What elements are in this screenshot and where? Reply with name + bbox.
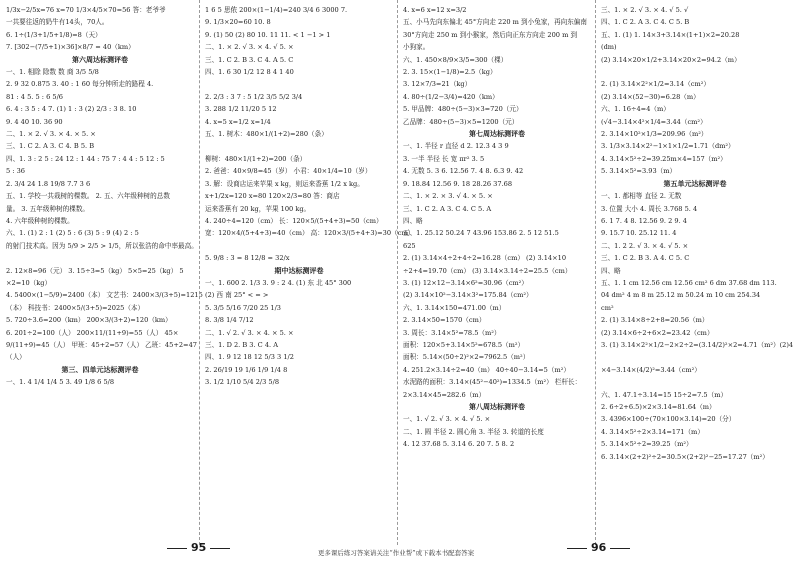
answer-line: 五、1. 1 cm 12.56 cm 12.56 cm² 6 dm 37.68 dm 113. [601, 278, 777, 287]
answer-line: 3. 1/3×3.14×2²−1×1×1/2=1.71（dm²） [601, 142, 735, 151]
answer-line: 5 : 36 [6, 167, 25, 176]
answer-line: 3. 12×7/3=21（kg） [403, 80, 472, 89]
answer-line: 3. 周长：3.14×5²=78.5（m²） [403, 328, 501, 337]
column-3 [403, 4, 591, 538]
answer-line: 一、1. √ 2. √ 3. × 4. √ 5. × [403, 415, 491, 424]
section-heading: 第六周达标测评卷 [72, 54, 128, 64]
answer-line: (2) 西 南 25° < = > [205, 291, 269, 300]
answer-line: 三、1. D 2. B 3. C 4. A [205, 340, 278, 349]
fold-line [397, 0, 398, 545]
section-heading: 第五单元达标测评卷 [663, 178, 727, 188]
answer-line: 625 [403, 241, 416, 250]
answer-line: 二、1. × 2. √ 3. × 4. √ 5. × [205, 43, 294, 52]
section-heading: 期中达标测评卷 [274, 265, 324, 275]
answer-line: 乙品牌：480÷(5−3)×5=1200（元） [403, 117, 519, 126]
answer-line: 5. 3.14×5²=3.93（m） [601, 167, 677, 176]
answer-line: 五、1. (1) 1. 14×3+3.14×(1+1)×2=20.28 [601, 30, 740, 39]
answer-line: 一、1. 半径 r 直径 d 2. 12.3 4 3 9 [403, 142, 509, 151]
answer-line: (√4−3.14×4²×1/4=3.44（cm²） [601, 117, 707, 126]
answer-line: 面积：5.14×(50÷2)²×2=7962.5（m²） [403, 353, 530, 362]
answer-line: 四、1. C 2. A 3. C 4. C 5. B [601, 18, 690, 27]
answer-line: （本） 科技书：2400×5/(3+5)=2025（本） [6, 303, 145, 312]
answer-line: 2. 3/4 24 1.8 19/8 7.7 3 6 [6, 179, 91, 188]
answer-line: 4. 无数 5. 3 6. 12.56 7. 4 8. 6.3 9. 42 [403, 167, 524, 176]
answer-line: 9. 4 40 10. 36 90 [6, 117, 63, 126]
answer-line: 一、1. 4 1/4 1/4 5 3. 49 1/8 6 5/8 [6, 378, 115, 387]
answer-line: 7. [302−(7/5+1)×36]×8/7 = 40（km） [6, 43, 135, 52]
answer-line: 6. 3.14×(2+2)²÷2=30.5×(2+2)²−25=17.27（m²） [601, 452, 769, 461]
answer-line [601, 351, 789, 363]
answer-line: 六、1. 450×8/9×3/5=300（棵） [403, 55, 508, 64]
answer-line: 4. 240÷4=120（cm） 长：120×5/(5+4+3)=50（cm） [205, 216, 383, 225]
answer-line: 9. 18.84 12.56 9. 18 28.26 37.68 [403, 179, 513, 188]
answer-line: 6. 1÷(1/3+1/5+1/8)=8（天） [6, 30, 102, 39]
answer-line: 4. 80÷(1/2−3/4)=420（km） [403, 92, 499, 101]
answer-line: 2. (1) 3.14×8÷2+8=20.56（m） [601, 316, 709, 325]
answer-line: (dm) [601, 43, 617, 52]
answer-line: 六、1. 16÷4=4（m） [601, 105, 670, 114]
answer-line: 4. 3.14×5²÷2=39.25m×4=157（m²） [601, 154, 727, 163]
answer-line: 三、1. C 2. A 3. C 4. B 5. B [6, 142, 95, 151]
column-1 [6, 4, 203, 538]
answer-line: 二、1. × 2. × 3. √ 4. × 5. × [403, 192, 493, 201]
answer-line [205, 140, 393, 152]
answer-line: 81 : 4 5. 5 : 6 5/6 [6, 92, 63, 101]
answer-line: ×4−3.14×(4/2)²=3.44（cm²） [601, 365, 701, 374]
answer-line: 2. (1) 3.14×2²×1/2=3.14（cm²） [601, 80, 710, 89]
answer-line: 四、1. 3 : 2 5 : 24 12 : 1 44 : 75 7 : 4 4 : 5 12 : 5 [6, 154, 165, 163]
answer-line: (2) 3.14×6÷2+6×2=23.42（cm） [601, 328, 714, 337]
answer-line: 30°方向走 250 m 到小猴家，然后向正东方向走 200 m 到 [403, 30, 578, 39]
answer-line: 二、1. √ 2. √ 3. × 4. × 5. × [205, 328, 294, 337]
section-heading: 第三、四单元达标测评卷 [61, 364, 139, 374]
answer-line: 4. x=5 x=1/2 x=1/4 [205, 117, 271, 126]
answer-line: 五、1. 树木：480×1/(1+2)=280（条） [205, 130, 328, 139]
answer-line: （人） [6, 353, 26, 362]
answer-line: 5. 3.14×5²÷2=39.25（m²） [601, 440, 693, 449]
answer-line: 四、略 [601, 266, 621, 275]
answer-line: 四、1. 6 30 1/2 12 8 4 1 40 [205, 68, 294, 77]
answer-line: x+1/2x=120 x=80 120×2/3=80 答：商店 [205, 192, 340, 201]
answer-line: ×2=10（kg） [6, 278, 52, 287]
answer-line: 9. 1/3×20=60 10. 8 [205, 18, 271, 27]
answer-line: 面积：120×5+3.14×5²=678.5（m²） [403, 340, 525, 349]
answer-line: 6. 4 : 3 5 : 4 7. (1) 1 : 3 (2) 2/3 : 3 8. 10 [6, 105, 137, 114]
answer-line: 5. 甲品牌：480÷(5−3)×3=720（元） [403, 105, 523, 114]
answer-line: 水泥路的面积：3.14×(45²−40²)=1334.5（m²） 栏杆长： [403, 378, 582, 387]
answer-line: 三、1. C 2. B 3. C 4. A 5. C [205, 55, 294, 64]
answer-line: 5. 9/8 : 3 = 8 12/8 = 32/x [205, 254, 290, 263]
answer-line: 的射门技术高。因为 5/9 > 2/5 > 1/5，所以张浩的命中率最高。 [6, 241, 198, 250]
answer-line: 一、1. 600 2. 1/3 3. 9 : 2 4. (1) 东 北 45° 300 [205, 278, 352, 287]
answer-line: 4. 3.14×5²÷2×3.14=171（m） [601, 427, 704, 436]
answer-line [601, 376, 789, 388]
answer-line: 1/3x−2/5x=76 x=70 1/3×4/5×70=56 答：老爷爷 [6, 6, 166, 14]
answer-line [601, 66, 789, 78]
answer-line: 4. 六年级种树的棵数。 [6, 216, 74, 225]
answer-line: 五、1. 学校一共栽树的棵数。 2. 五、六年级种树的总数 [6, 192, 170, 201]
answer-line: 2. 12×8=96（元） 3. 15÷3=5（kg） 5×5=25（kg） 5 [6, 266, 184, 275]
answer-line: 3. 解：设商店运来苹果 x kg，则运来香蕉 1/2 x kg。 [205, 179, 364, 188]
answer-line: 9. 15.7 10. 25.12 11. 4 [601, 229, 677, 238]
answer-line [6, 252, 194, 264]
answer-line: 宽：120×4/(5+4+3)=40（cm） 高：120×3/(5+4+3)=30（cm） [205, 229, 415, 238]
answer-line [205, 240, 393, 252]
answer-line: 三、1. × 2. √ 3. × 4. √ 5. √ [601, 6, 689, 14]
answer-line: 四、1. 9 12 18 12 5/3 3 1/2 [205, 353, 294, 362]
section-heading: 第七周达标测评卷 [469, 129, 525, 139]
answer-line: 三、1. C 2. B 3. A 4. C 5. C [601, 254, 690, 263]
fold-line [199, 0, 200, 545]
answer-line: 4. 5400×(1−5/9)=2400（本） 文艺书：2400×3/(3+5)=1215 [6, 291, 203, 300]
answer-line: cm² [601, 303, 614, 312]
answer-line: (2) 3.14×10²−3.14×3²=175.84（cm²） [403, 291, 533, 300]
answer-line: 五、1. 25.12 50.24 7 43.96 153.86 2. 5 12 51.5 [403, 229, 559, 238]
answer-line: 六、1. (1) 2 : 1 (2) 5 : 6 (3) 5 : 9 (4) 2 : 5 [6, 229, 139, 238]
answer-line: 9/(11+9)=45（人） 甲班：45+2=57（人） 乙班：45+2=47 [6, 340, 197, 349]
answer-line: 2. 2/3 : 3 7 : 5 1/2 3/5 5/2 3/4 [205, 92, 303, 101]
answer-line: ÷2+4=19.70（cm） (3) 3.14×3.14÷2=25.5（cm） [403, 266, 572, 275]
answer-line [205, 78, 393, 90]
answer-line: 运来香蕉有 20 kg，苹果 100 kg。 [205, 204, 311, 213]
section-heading: 第八周达标测评卷 [469, 402, 525, 411]
answer-line: 5. 720÷3.6=200（km） 200×3/(3+2)=120（km） [6, 316, 172, 325]
answer-line: 一、1. 相除 除数 数 商 3/5 5/8 [6, 68, 99, 77]
answer-line: 4. x=6 x=12 x=3/2 [403, 6, 467, 14]
answer-line: 六、1. 47.1÷3.14=15 15÷2=7.5（m） [601, 390, 728, 399]
answer-line: 3. (1) 12×12−3.14×6²=30.96（cm²） [403, 278, 528, 287]
fold-line [595, 0, 596, 545]
answer-line: 二、1. 圆 半径 2. 圆心角 3. 半径 3. 转道的长度 [403, 427, 544, 436]
answer-line: 柳树：480×1/(1+2)=200（条） [205, 154, 307, 163]
answer-line: 3. 288 1/2 11/20 5 12 [205, 105, 277, 114]
answer-line: 五、小马先向东偏北 45°方向走 220 m 到小兔家，再向东偏南 [403, 18, 587, 27]
answer-line: 一共要往返的奶牛有14头，70人。 [6, 18, 109, 27]
answer-line: 04 dm² 4 m 8 m 25.12 m 50.24 m 10 cm 254.34 [601, 291, 761, 300]
answer-line: 量。 3. 五年级种树的棵数。 [6, 204, 90, 213]
answer-line: (2) 3.14×20×1/2+3.14×20×2=94.2（m） [601, 55, 741, 64]
answer-line: 小狗家。 [403, 43, 430, 52]
answer-line: 8. 3/8 1/4 7/12 [205, 316, 254, 325]
answer-line: 三、1. C 2. A 3. C 4. C 5. A [403, 204, 492, 213]
answer-line: 2. 3.14×50=1570（cm） [403, 316, 486, 325]
answer-line: 6. 201÷2=100（人） 200×11/(11+9)=55（人） 45× [6, 328, 179, 337]
answer-line: 3. 一半 半径 长 宽 πr² 3. 5 [403, 154, 485, 163]
answer-line: 4. 12 37.68 5. 3.14 6. 20 7. 5 8. 2 [403, 440, 515, 449]
column-4 [601, 4, 794, 538]
answer-line: 4. 251.2×3.14÷2=40（m） 40÷40−3.14=5（m²） [403, 365, 570, 374]
page-number-left-text: 95 [191, 541, 207, 554]
page-number-right-text: 96 [591, 541, 607, 554]
answer-line: 2. (1) 3.14×4÷2+4÷2=16.28（cm） (2) 3.14×10 [403, 254, 567, 263]
answer-line: 六、1. 3.14×150=471.00（m） [403, 303, 506, 312]
answer-line: 2. 9 32 0.875 3. 40 : 1 60 每分钟所走的路程 4. [6, 80, 154, 89]
answer-line: 3. 4396×100÷(70×100×3.14)=20（分） [601, 415, 736, 424]
page-number-right [563, 541, 634, 554]
answer-line: 2×3.14×45=282.6（m） [403, 390, 486, 399]
answer-line: 6. 1 7. 4 8. 12.56 9. 2 9. 4 [601, 216, 687, 225]
answer-line: 四、略 [403, 216, 423, 225]
page-number-left [163, 541, 234, 554]
answer-line: 二、1. × 2. √ 3. × 4. × 5. × [6, 130, 96, 139]
answer-line: 5. 3/5 5/16 7/20 25 1/3 [205, 303, 281, 312]
answer-line: 1 6 5 思侬 200×(1−1/4)=240 3/4 6 3000 7. [205, 6, 348, 14]
answer-line: 3. 位置 大小 4. 周长 3.768 5. 4 [601, 204, 698, 213]
answer-line: 2. 6÷2+6.5)×2×3.14=81.64（m） [601, 403, 716, 411]
answer-line: (2) 3.14×(52−30)=6.28（m） [601, 92, 700, 101]
answer-line: 2. 26/19 19 1/6 1/9 1/4 8 [205, 365, 288, 374]
footer-note: 更多课后练习答案请关注“作业帮”或下载本书配套答案 [317, 549, 475, 557]
answer-line: 3. 1/2 1/10 5/4 2/3 5/8 [205, 378, 280, 387]
answer-line: 2. 爸爸：40×9/8=45（岁） 小君：40×1/4=10（岁） [205, 167, 372, 176]
answer-line: 9. (1) 50 (2) 80 10. 11 11. < 1 −1 > 1 [205, 30, 331, 39]
answer-line: 2. 3.14×10²×1/3=209.96（m²） [601, 130, 708, 139]
answer-line: 一、1. 都相等 直径 2. 无数 [601, 192, 682, 201]
answer-line: 3. (1) 3.14×2²×1/2−2×2÷2=(3.14/2)²×2=4.71（m²）(2)4 [601, 340, 794, 349]
answer-line: 二、1. 2 2. √ 3. × 4. √ 5. × [601, 241, 689, 250]
answer-line: 2. 3. 15×(1−1/8)=2.5（kg） [403, 68, 497, 77]
